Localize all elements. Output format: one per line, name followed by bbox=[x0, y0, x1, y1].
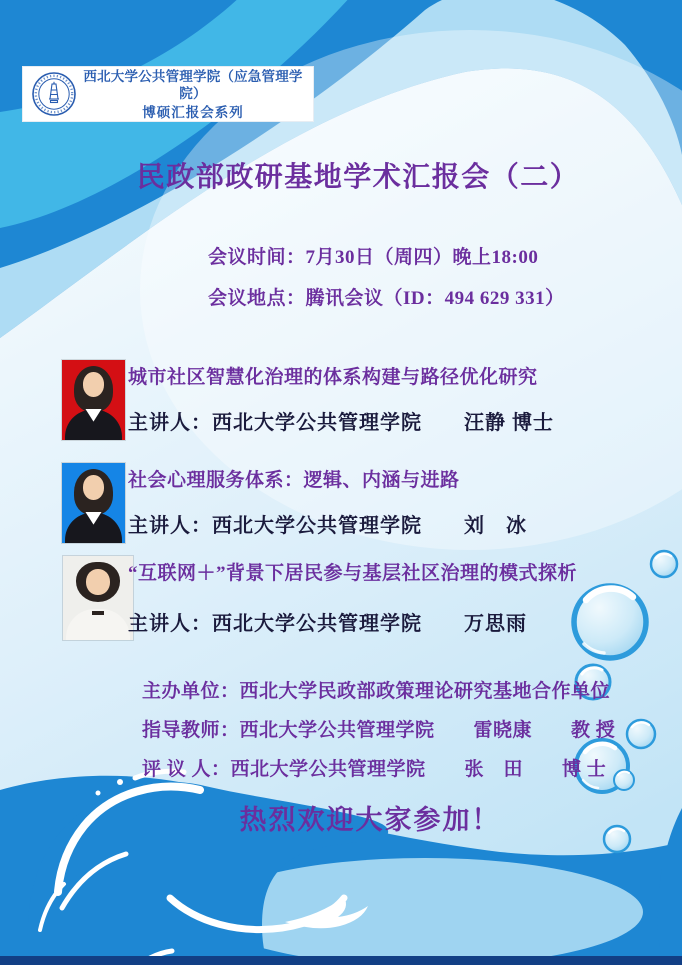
speaker-row bbox=[0, 461, 682, 557]
speaker-row bbox=[0, 358, 682, 454]
photo-collar bbox=[92, 611, 105, 614]
series-name: 博硕汇报会系列 bbox=[142, 104, 244, 120]
welcome-message: 热烈欢迎大家参加！ bbox=[239, 805, 501, 835]
photo-face bbox=[83, 372, 104, 397]
speaker-photo bbox=[63, 556, 133, 640]
org-name: 西北大学公共管理学院（应急管理学院） bbox=[83, 68, 303, 101]
organizers-section bbox=[142, 672, 615, 789]
speech-topic: “互联网＋”背景下居民参与基层社区治理的模式探析 bbox=[128, 563, 578, 584]
speaker-row bbox=[0, 554, 682, 650]
meeting-time: 会议时间：7月30日（周四）晚上18:00 bbox=[208, 247, 539, 268]
advisor-line: 指导教师：西北大学公共管理学院 雷晓康 教 授 bbox=[142, 720, 616, 741]
presenter-line: 主讲人：西北大学公共管理学院 汪静 博士 bbox=[128, 412, 554, 434]
presenter-line: 主讲人：西北大学公共管理学院 刘 冰 bbox=[128, 515, 527, 537]
host-unit-line: 主办单位：西北大学民政部政策理论研究基地合作单位 bbox=[142, 681, 611, 702]
photo-face bbox=[86, 569, 110, 595]
speech-topic: 城市社区智慧化治理的体系构建与路径优化研究 bbox=[128, 367, 538, 388]
speaker-photo bbox=[62, 360, 125, 440]
meeting-place: 会议地点：腾讯会议（ID：494 629 331） bbox=[208, 288, 565, 309]
poster-title: 民政部政研基地学术汇报会（二） bbox=[136, 162, 580, 193]
photo-face bbox=[83, 475, 104, 500]
speech-topic: 社会心理服务体系：逻辑、内涵与进路 bbox=[128, 470, 460, 491]
presenter-line: 主讲人：西北大学公共管理学院 万思雨 bbox=[128, 613, 527, 635]
speaker-photo bbox=[62, 463, 125, 543]
reviewer-line: 评 议 人：西北大学公共管理学院 张 田 博 士 bbox=[142, 759, 607, 780]
